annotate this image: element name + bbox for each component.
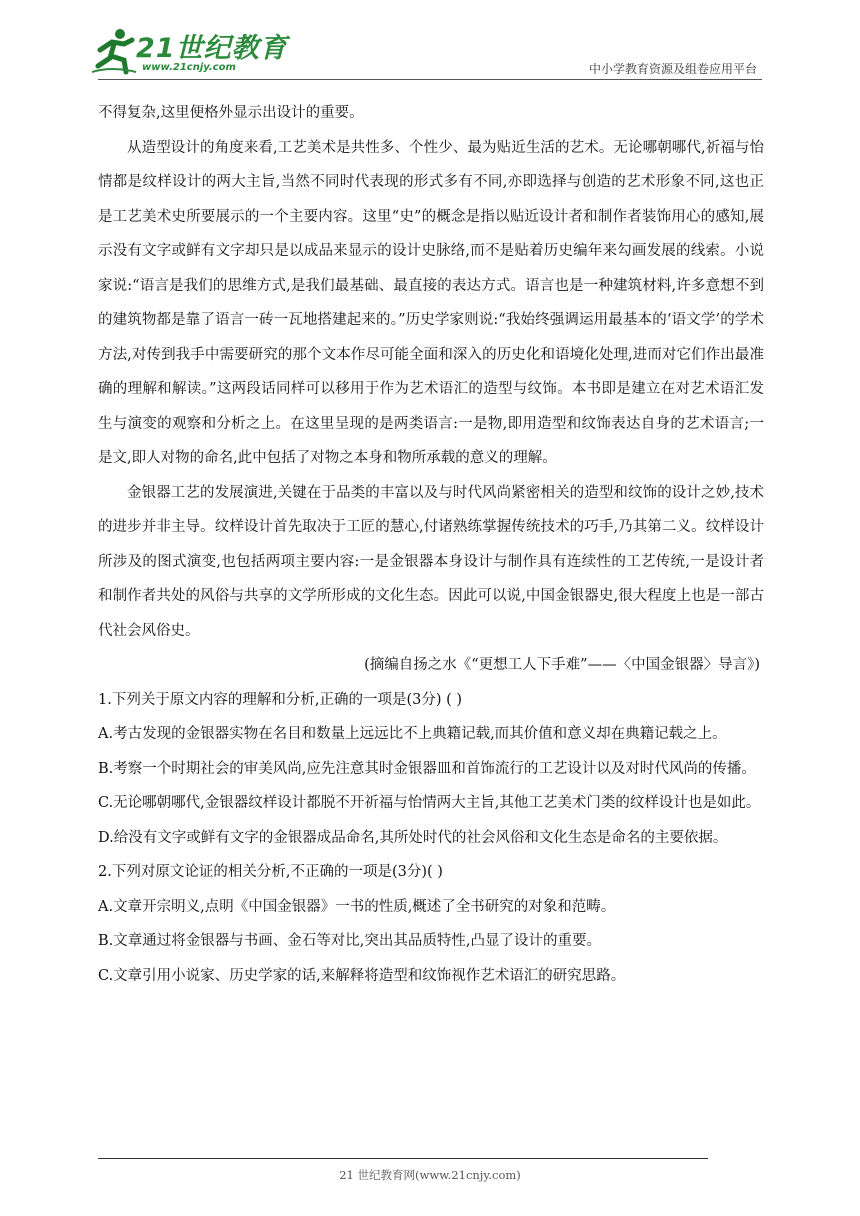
header-divider [98,79,762,80]
question-1-stem: 1.下列关于原文内容的理解和分析,正确的一项是(3分) ( ) [98,691,463,708]
passage-paragraph-1: 不得复杂,这里便格外显示出设计的重要。 [98,105,364,121]
logo-text: 21世纪教育 [136,33,288,64]
document-body [98,96,764,993]
question-1-option-a: A.考古发现的金银器实物在名目和数量上远远比不上典籍记载,而其价值和意义却在典籍记载之上。 [98,726,727,742]
passage-paragraph-3: 金银器工艺的发展演进,关键在于品类的丰富以及与时代风尚紧密相关的造型和纹饰的设计之妙,技术的进步并非主导。纹样设计首先取决于工匠的慧心,付诸熟练掌握传统技术的巧手,乃其第二义。纹样设计所涉及的图式演变,也包括两项主要内容:一是金银器本身设计与制作具有连续性的工艺传统,一是设计者和制作者共处的风俗与共享的文学所形成的文化生态。因此可以说,中国金银器史,很大程度上也是一部古代社会风俗史。 [98,484,764,639]
passage-paragraph-2: 从造型设计的角度来看,工艺美术是共性多、个性少、最为贴近生活的艺术。无论哪朝哪代,祈福与怡情都是纹样设计的两大主旨,当然不同时代表现的形式多有不同,亦即选择与创造的艺术形象不同,这也正是工艺美术史所要展示的一个主要内容。这里“史”的概念是指以贴近设计者和制作者装饰用心的感知,展示没有文字或鲜有文字却只是以成品来显示的设计史脉络,而不是贴着历史编年来勾画发展的线索。小说家说:“语言是我们的思维方式,是我们最基础、最直接的表达方式。语言也是一种建筑材料,许多意想不到的建筑物都是靠了语言一砖一瓦地搭建起来的。”历史学家则说:“我始终强调运用最基本的‘语文学’的学术方法,对传到我手中需要研究的那个文本作尽可能全面和深入的历史化和语境化处理,进而对它们作出最准确的理解和解读。”这两段话同样可以移用于作为艺术语汇的造型与纹饰。本书即是建立在对艺术语汇发生与演变的观察和分析之上。在这里呈现的是两类语言:一是物,即用造型和纹饰表达自身的艺术语言;一是文,即人对物的命名,此中包括了对物之本身和物所承载的意义的理解。 [98,139,764,466]
question-1-option-d: D.给没有文字或鲜有文字的金银器成品命名,其所处时代的社会风俗和文化生态是命名的主要依据。 [98,829,728,846]
footer-divider [98,1158,708,1159]
question-2-option-a: A.文章开宗明义,点明《中国金银器》一书的性质,概述了全书研究的对象和范畴。 [98,898,616,915]
question-1-option-c: C.无论哪朝哪代,金银器纹样设计都脱不开祈福与怡情两大主旨,其他工艺美术门类的纹样设计也是如此。 [98,795,761,811]
question-2-option-c: C.文章引用小说家、历史学家的话,来解释将造型和纹饰视作艺术语汇的研究思路。 [98,967,626,984]
question-2 [98,855,764,993]
runner-logo-icon [92,26,138,76]
passage-source: (摘编自扬之水《“更想工人下手难”——〈中国金银器〉导言》) [364,657,760,673]
site-tagline: 中小学教育资源及组卷应用平台 [588,62,757,76]
page-header [0,0,860,80]
site-logo[interactable] [92,26,288,78]
question-1-option-b: B.考察一个时期社会的审美风尚,应先注意其时金银器皿和首饰流行的工艺设计以及对时代风尚的传播。 [98,760,756,777]
question-1 [98,683,764,856]
page-footer[interactable]: 21 世纪教育网(www.21cnjy.com) [339,1168,521,1182]
question-2-stem: 2.下列对原文论证的相关分析,不正确的一项是(3分)( ) [98,864,443,880]
logo-url: www.21cnjy.com [142,62,236,73]
question-2-option-b: B.文章通过将金银器与书画、金石等对比,突出其品质特性,凸显了设计的重要。 [98,933,601,949]
